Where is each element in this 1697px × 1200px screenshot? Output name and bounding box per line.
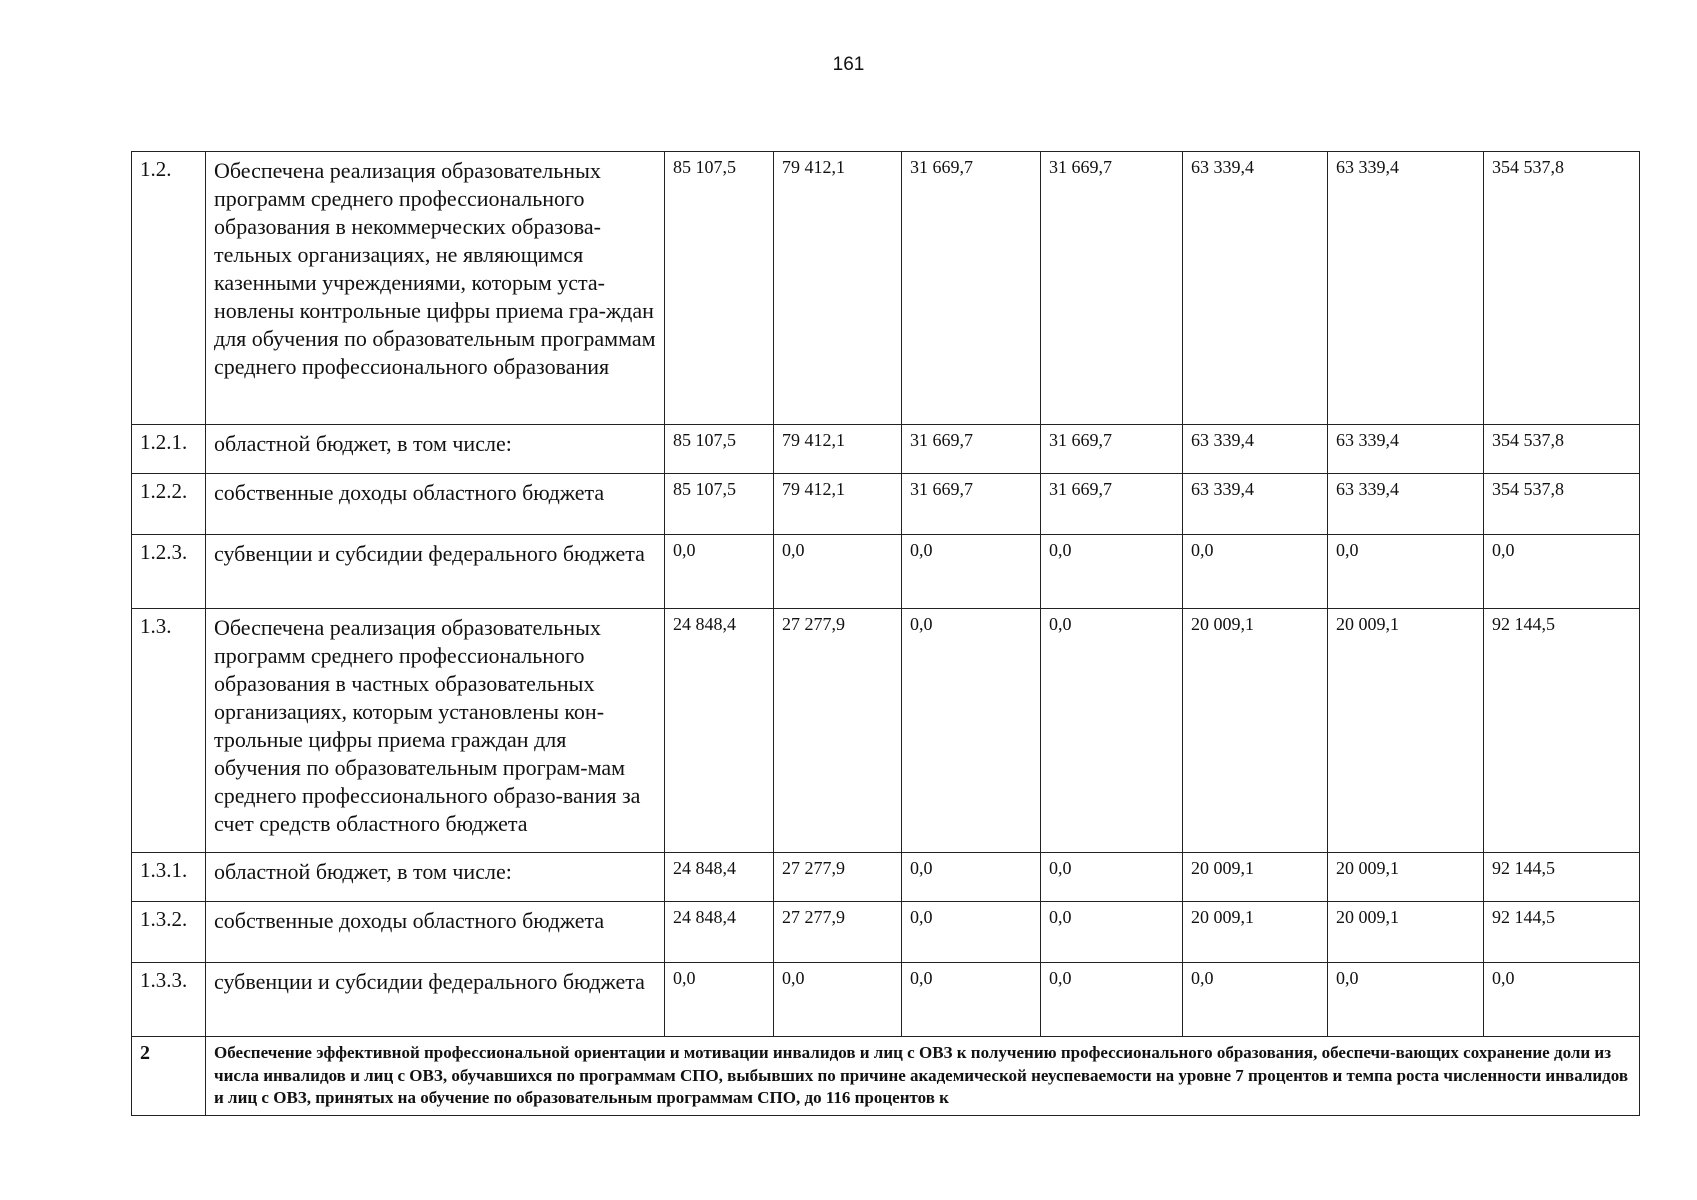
page-number: 161 xyxy=(832,54,865,75)
row-description: областной бюджет, в том числе: xyxy=(206,853,665,902)
budget-table xyxy=(131,151,1640,1116)
value-cell: 0,0 xyxy=(1328,535,1484,609)
row-description: собственные доходы областного бюджета xyxy=(206,474,665,535)
value-cell: 31 669,7 xyxy=(1041,152,1183,425)
value-cell: 0,0 xyxy=(902,902,1041,963)
value-cell: 0,0 xyxy=(902,609,1041,853)
value-cell: 31 669,7 xyxy=(902,425,1041,474)
total-cell: 92 144,5 xyxy=(1484,853,1640,902)
value-cell: 0,0 xyxy=(1041,963,1183,1037)
row-number: 1.2.2. xyxy=(132,474,206,535)
value-cell: 0,0 xyxy=(902,535,1041,609)
table-row xyxy=(132,425,1640,474)
value-cell: 20 009,1 xyxy=(1183,609,1328,853)
row-description: Обеспечена реализация образовательных программ среднего профессионального образования в некоммерческих образова-тельных организациях, не являющимся казенными учреждениями, которым уста-новлены контрольные цифры приема гра-ждан для обучения по образовательным программам среднего профессионального образования xyxy=(206,152,665,425)
total-cell: 92 144,5 xyxy=(1484,902,1640,963)
value-cell: 0,0 xyxy=(1328,963,1484,1037)
value-cell: 31 669,7 xyxy=(902,152,1041,425)
value-cell: 0,0 xyxy=(902,963,1041,1037)
value-cell: 0,0 xyxy=(1041,535,1183,609)
row-description: субвенции и субсидии федерального бюджета xyxy=(206,963,665,1037)
value-cell: 0,0 xyxy=(1183,963,1328,1037)
value-cell: 24 848,4 xyxy=(665,853,774,902)
row-description: субвенции и субсидии федерального бюджета xyxy=(206,535,665,609)
value-cell: 0,0 xyxy=(1041,853,1183,902)
value-cell: 63 339,4 xyxy=(1328,425,1484,474)
value-cell: 0,0 xyxy=(1041,902,1183,963)
value-cell: 27 277,9 xyxy=(774,609,902,853)
value-cell: 31 669,7 xyxy=(902,474,1041,535)
value-cell: 20 009,1 xyxy=(1328,902,1484,963)
table-row xyxy=(132,963,1640,1037)
value-cell: 79 412,1 xyxy=(774,425,902,474)
row-number: 1.3. xyxy=(132,609,206,853)
value-cell: 20 009,1 xyxy=(1328,609,1484,853)
value-cell: 27 277,9 xyxy=(774,902,902,963)
value-cell: 63 339,4 xyxy=(1183,474,1328,535)
value-cell: 20 009,1 xyxy=(1328,853,1484,902)
value-cell: 20 009,1 xyxy=(1183,853,1328,902)
table-row xyxy=(132,474,1640,535)
value-cell: 24 848,4 xyxy=(665,902,774,963)
value-cell: 0,0 xyxy=(774,963,902,1037)
value-cell: 85 107,5 xyxy=(665,474,774,535)
value-cell: 20 009,1 xyxy=(1183,902,1328,963)
total-cell: 92 144,5 xyxy=(1484,609,1640,853)
row-number: 1.3.3. xyxy=(132,963,206,1037)
value-cell: 85 107,5 xyxy=(665,152,774,425)
value-cell: 31 669,7 xyxy=(1041,474,1183,535)
value-cell: 79 412,1 xyxy=(774,152,902,425)
section-row xyxy=(132,1037,1640,1116)
value-cell: 0,0 xyxy=(774,535,902,609)
total-cell: 0,0 xyxy=(1484,963,1640,1037)
value-cell: 27 277,9 xyxy=(774,853,902,902)
value-cell: 63 339,4 xyxy=(1328,474,1484,535)
total-cell: 354 537,8 xyxy=(1484,152,1640,425)
value-cell: 0,0 xyxy=(1183,535,1328,609)
section-number: 2 xyxy=(132,1037,206,1116)
table-row xyxy=(132,902,1640,963)
table-row xyxy=(132,152,1640,425)
row-number: 1.2.3. xyxy=(132,535,206,609)
row-number: 1.2.1. xyxy=(132,425,206,474)
row-description: Обеспечена реализация образовательных программ среднего профессионального образования в частных образовательных организациях, которым установлены кон-трольные цифры приема граждан для обучения по образовательным програм-мам среднего профессионального образо-вания за счет средств областного бюджета xyxy=(206,609,665,853)
value-cell: 0,0 xyxy=(665,535,774,609)
row-number: 1.3.2. xyxy=(132,902,206,963)
value-cell: 0,0 xyxy=(902,853,1041,902)
value-cell: 85 107,5 xyxy=(665,425,774,474)
value-cell: 0,0 xyxy=(1041,609,1183,853)
row-description: областной бюджет, в том числе: xyxy=(206,425,665,474)
total-cell: 354 537,8 xyxy=(1484,474,1640,535)
total-cell: 354 537,8 xyxy=(1484,425,1640,474)
total-cell: 0,0 xyxy=(1484,535,1640,609)
section-description: Обеспечение эффективной профессиональной ориентации и мотивации инвалидов и лиц с ОВЗ к получению профессионального образования, обеспечи-вающих сохранение доли из числа инвалидов и лиц с ОВЗ, обучавшихся по программам СПО, выбывших по причине академической неуспеваемости на уровне 7 процентов и темпа роста численности инвалидов и лиц с ОВЗ, принятых на обучение по образовательным программам СПО, до 116 процентов к xyxy=(206,1037,1640,1116)
row-description: собственные доходы областного бюджета xyxy=(206,902,665,963)
table-row xyxy=(132,535,1640,609)
value-cell: 63 339,4 xyxy=(1183,425,1328,474)
row-number: 1.2. xyxy=(132,152,206,425)
value-cell: 63 339,4 xyxy=(1183,152,1328,425)
value-cell: 24 848,4 xyxy=(665,609,774,853)
value-cell: 63 339,4 xyxy=(1328,152,1484,425)
value-cell: 31 669,7 xyxy=(1041,425,1183,474)
row-number: 1.3.1. xyxy=(132,853,206,902)
value-cell: 79 412,1 xyxy=(774,474,902,535)
table-row xyxy=(132,853,1640,902)
value-cell: 0,0 xyxy=(665,963,774,1037)
table-row xyxy=(132,609,1640,853)
